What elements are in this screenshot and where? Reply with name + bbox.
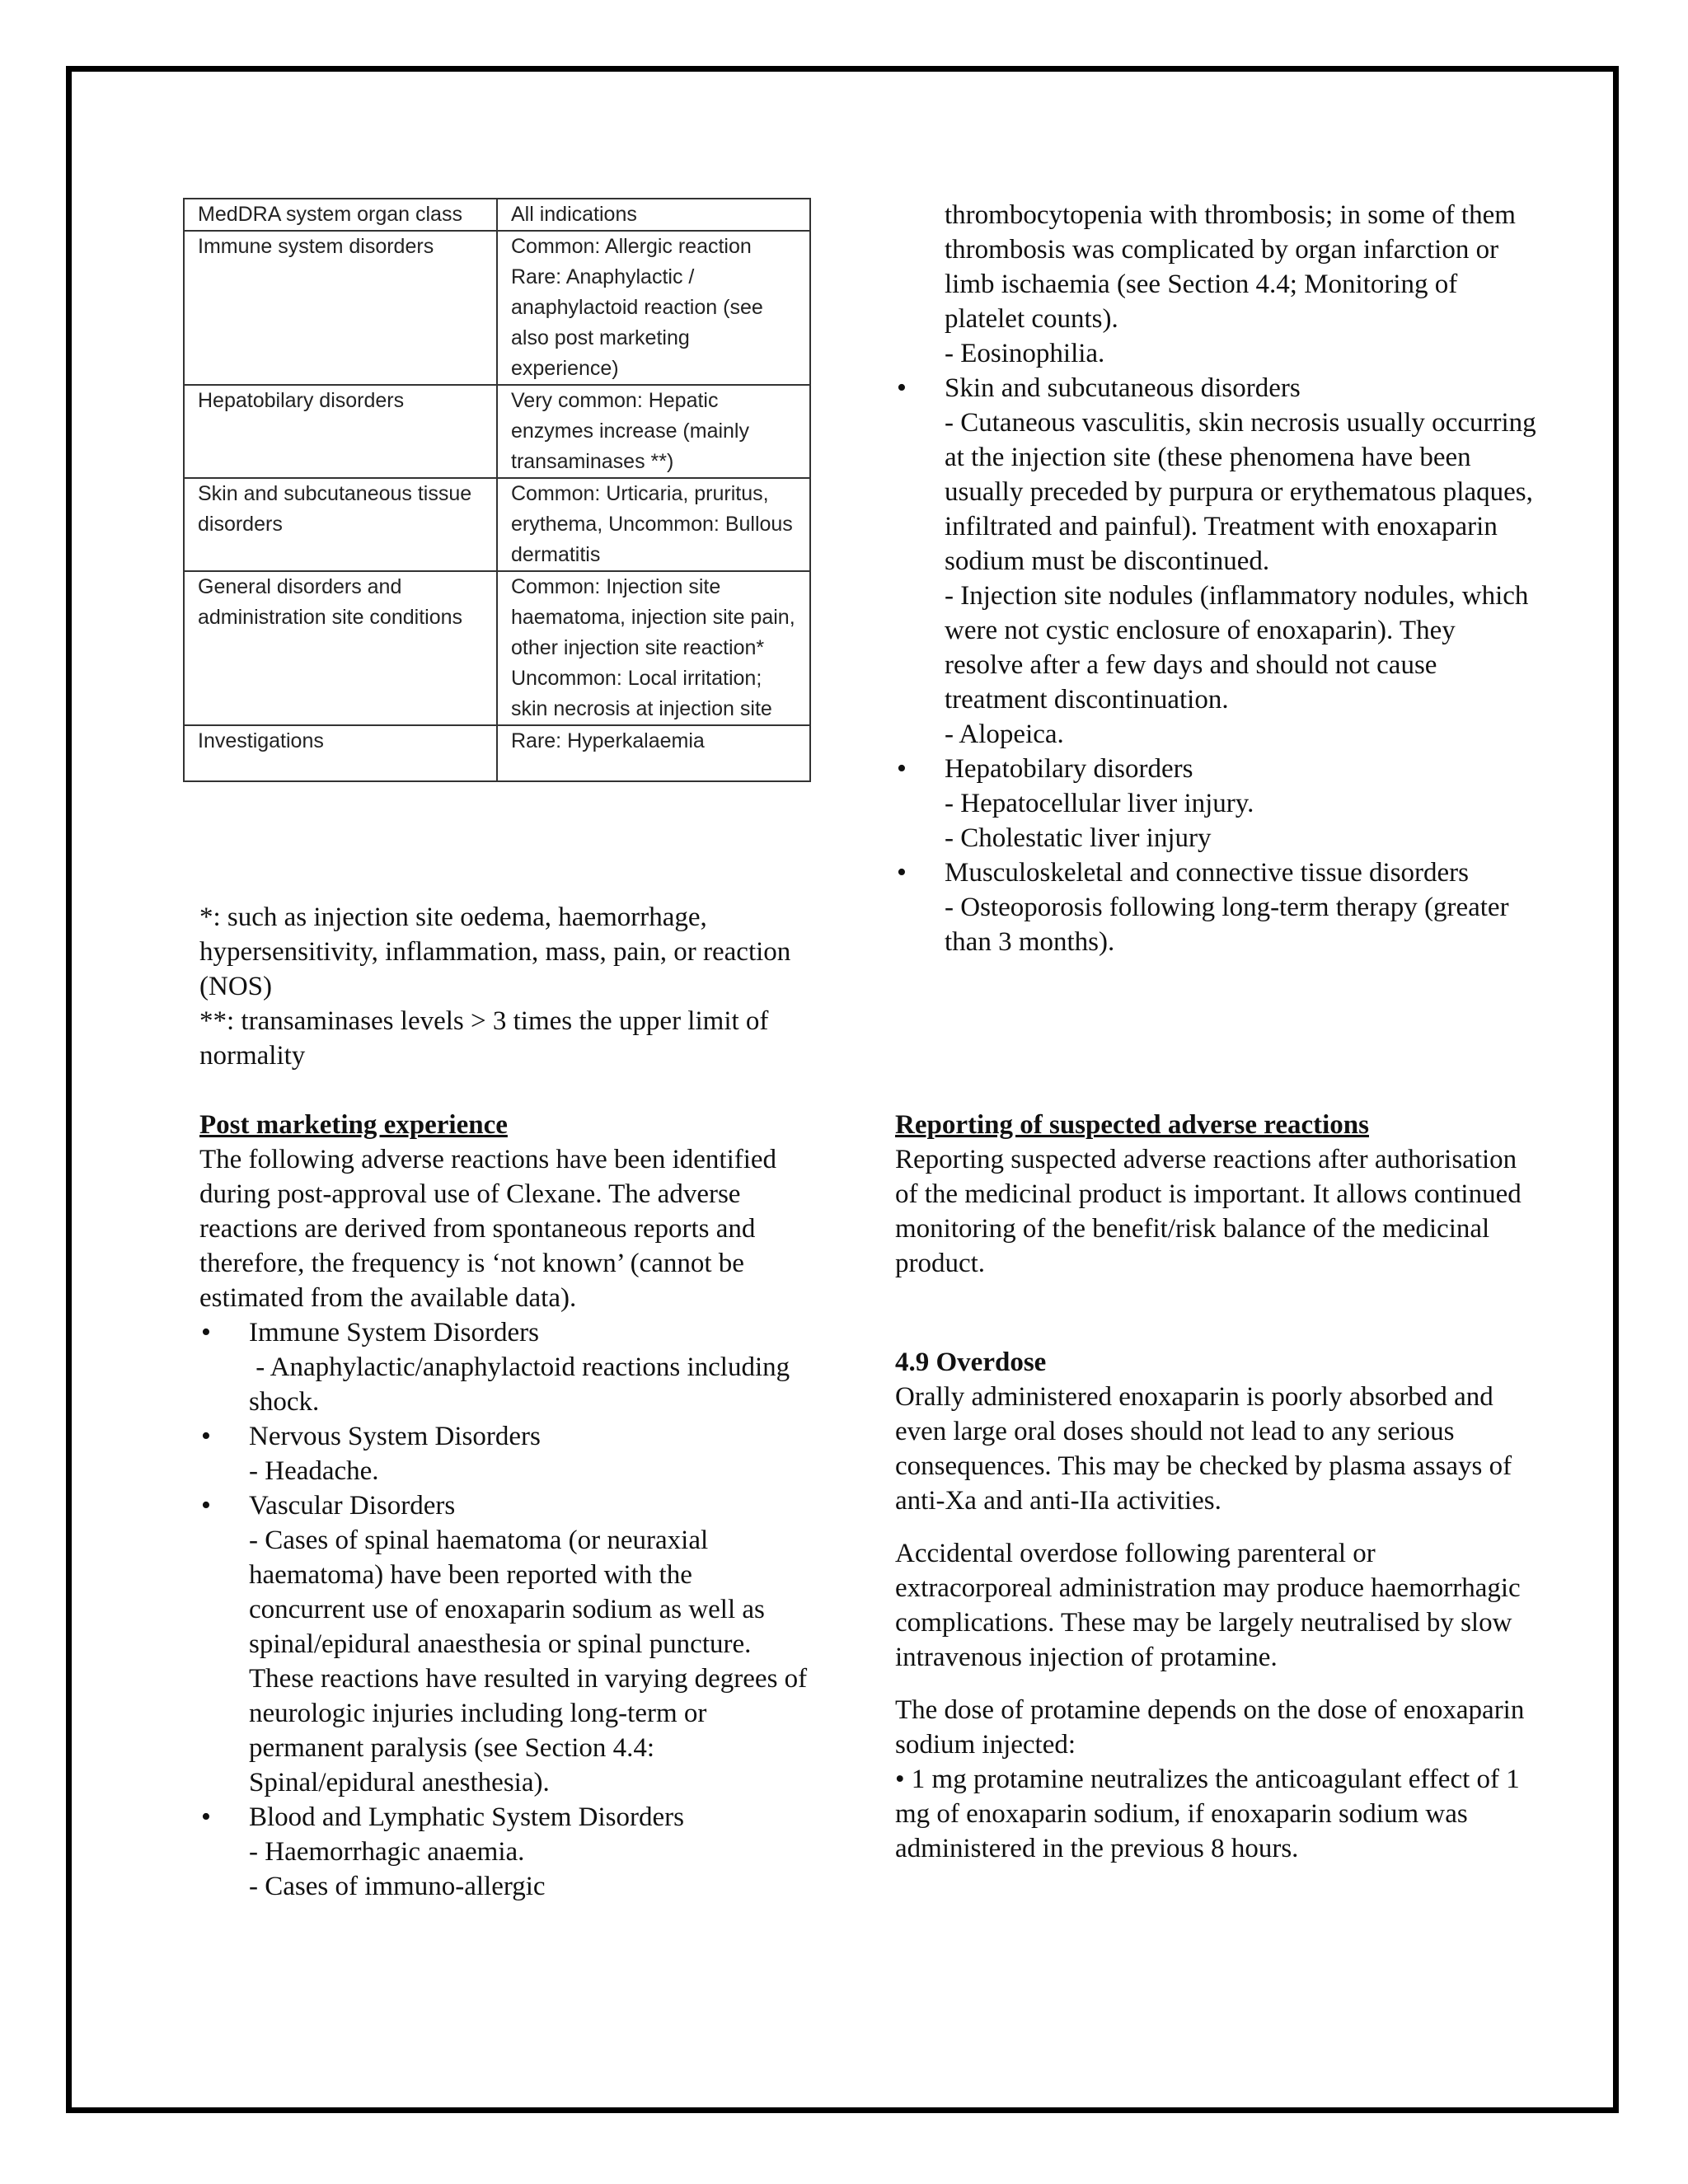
footnotes	[199, 900, 809, 1073]
list-item	[895, 752, 1538, 855]
post-marketing-section	[199, 1108, 809, 1904]
list-item-title: • Nervous System Disorders	[249, 1422, 541, 1451]
list-item-title: • Vascular Disorders	[249, 1491, 456, 1521]
table-cell: Common: Urticaria, pruritus, erythema, Uncommon: Bullous dermatitis	[497, 478, 810, 571]
reporting-heading: Reporting of suspected adverse reactions	[895, 1110, 1369, 1140]
post-marketing-heading: Post marketing experience	[199, 1110, 508, 1140]
continuation-paragraph: - Eosinophilia.	[945, 339, 1105, 368]
table-cell: Skin and subcutaneous tissue disorders	[184, 478, 497, 571]
table-cell: Very common: Hepatic enzymes increase (mainly transaminases **)	[497, 385, 810, 478]
footnote-double-asterisk: **: transaminases levels > 3 times the upper limit of normality	[199, 1006, 769, 1071]
footnote-single-asterisk: *: such as injection site oedema, haemorrhage, hypersensitivity, inflammation, mass, pain, or reaction (NOS)	[199, 902, 791, 1001]
overdose-heading: 4.9 Overdose	[895, 1347, 1047, 1377]
continuation-text	[945, 198, 1538, 371]
continuation-paragraph: thrombocytopenia with thrombosis; in some of them thrombosis was complicated by organ infarction or limb ischaemia (see Section 4.4; Monitoring of platelet counts).	[945, 200, 1516, 334]
list-item-detail: - Cutaneous vasculitis, skin necrosis usually occurring at the injection site (these phenomena have been usually preceded by purpura or erythematous plaques, infiltrated and painful). Treatment with enoxaparin sodium must be discontinued.	[945, 408, 1536, 576]
list-item	[199, 1488, 809, 1800]
list-item	[895, 855, 1538, 959]
overdose-paragraph: • 1 mg protamine neutralizes the anticoagulant effect of 1 mg of enoxaparin sodium, if enoxaparin sodium was administered in the previous 8 hours.	[895, 1765, 1520, 1863]
list-item-detail: - Cholestatic liver injury	[945, 823, 1212, 853]
reporting-text: Reporting suspected adverse reactions after authorisation of the medicinal product is important. It allows continued monitoring of the benefit/risk balance of the medicinal product.	[895, 1145, 1522, 1278]
list-item-detail: - Headache.	[249, 1456, 379, 1486]
list-item-detail: - Anaphylactic/anaphylactoid reactions including shock.	[249, 1352, 797, 1417]
overdose-paragraph: The dose of protamine depends on the dose of enoxaparin sodium injected:	[895, 1695, 1525, 1760]
list-item-detail: - Cases of immuno-allergic	[249, 1872, 546, 1901]
list-item	[199, 1315, 809, 1419]
list-item-title: • Skin and subcutaneous disorders	[945, 373, 1301, 403]
post-marketing-list	[199, 1315, 809, 1904]
list-item-detail: - Cases of spinal haematoma (or neuraxial haematoma) have been reported with the concurrent use of enoxaparin sodium as well as spinal/epidural anaesthesia or spinal puncture. These reactions have resulted in varying degrees of neurologic injuries including long-term or permanent paralysis (see Section 4.4: Spinal/epidural anesthesia).	[249, 1526, 808, 1797]
table-row	[184, 385, 810, 478]
overdose-paragraph: Accidental overdose following parenteral or extracorporeal administration may produce haemorrhagic complications. These may be largely neutralised by slow intravenous injection of protamine.	[895, 1539, 1521, 1672]
table-cell: Common: Allergic reaction Rare: Anaphylactic / anaphylactoid reaction (see also post marketing experience)	[497, 231, 810, 385]
overdose-paragraph: Orally administered enoxaparin is poorly absorbed and even large oral doses should not lead to any serious consequences. This may be checked by plasma assays of anti-Xa and anti-IIa activities.	[895, 1382, 1512, 1516]
table-row	[184, 231, 810, 385]
table-row	[184, 478, 810, 571]
list-item-detail: - Alopeica.	[945, 719, 1064, 749]
adverse-reactions-table	[183, 198, 811, 782]
table-row	[184, 571, 810, 725]
table-cell: Investigations	[184, 725, 497, 781]
overdose-section	[895, 1345, 1538, 1866]
table-cell: Rare: Hyperkalaemia	[497, 725, 810, 781]
reporting-section	[895, 1108, 1538, 1281]
table-cell: Common: Injection site haematoma, injection site pain, other injection site reaction* Uncommon: Local irritation; skin necrosis at injection site	[497, 571, 810, 725]
list-item-title: • Blood and Lymphatic System Disorders	[249, 1802, 684, 1832]
right-disorder-list	[895, 371, 1538, 959]
list-item-detail: - Osteoporosis following long-term therapy (greater than 3 months).	[945, 893, 1509, 957]
table-cell: Immune system disorders	[184, 231, 497, 385]
list-item	[895, 371, 1538, 752]
table-cell: Hepatobilary disorders	[184, 385, 497, 478]
list-item-detail: - Hepatocellular liver injury.	[945, 789, 1254, 818]
list-item	[199, 1800, 809, 1904]
list-item-title: • Immune System Disorders	[249, 1318, 539, 1347]
post-marketing-intro: The following adverse reactions have been identified during post-approval use of Clexane. The adverse reactions are derived from spontaneous reports and therefore, the frequency is ‘not known’ (cannot be estimated from the available data).	[199, 1145, 777, 1313]
list-item-title: • Musculoskeletal and connective tissue disorders	[945, 858, 1470, 888]
table-row	[184, 725, 810, 781]
list-item-detail: - Haemorrhagic anaemia.	[249, 1837, 525, 1867]
list-item-title: • Hepatobilary disorders	[945, 754, 1193, 784]
list-item-detail: - Injection site nodules (inflammatory nodules, which were not cystic enclosure of enoxaparin). They resolve after a few days and should not cause treatment discontinuation.	[945, 581, 1529, 715]
list-item	[199, 1419, 809, 1488]
table-header-row	[184, 199, 810, 231]
table-cell: General disorders and administration site conditions	[184, 571, 497, 725]
table-header-cell: MedDRA system organ class	[184, 199, 497, 231]
table-header-cell: All indications	[497, 199, 810, 231]
